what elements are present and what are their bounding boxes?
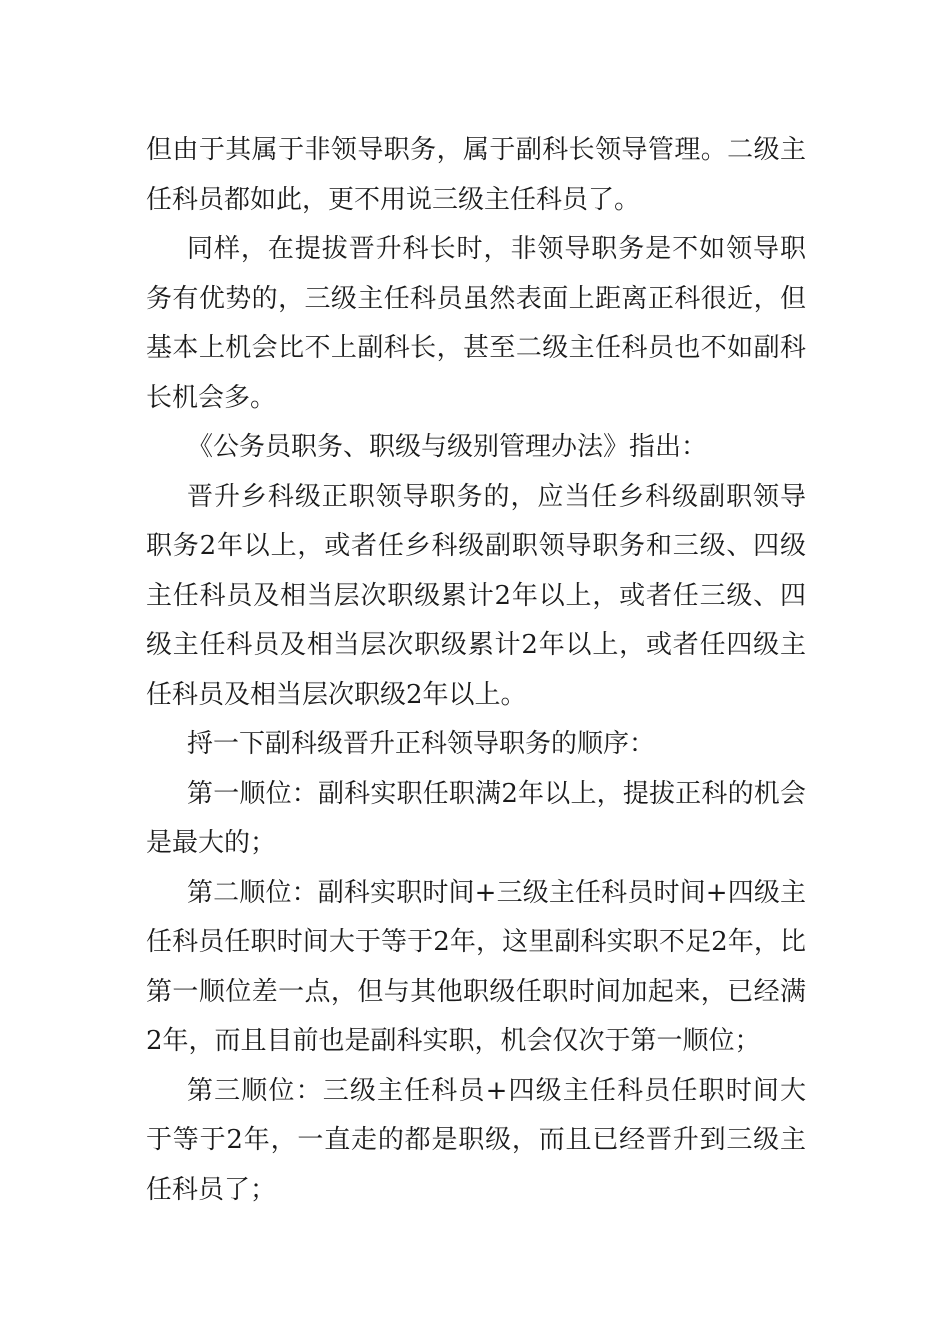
paragraph-second-priority: 第二顺位：副科实职时间+三级主任科员时间+四级主任科员任职时间大于等于2年，这里副科实职不足2年，比第一顺位差一点，但与其他职级任职时间加起来，已经满2年，而且目前也是副科实职，机会仅次于第一顺位； (146, 877, 806, 1056)
paragraph-third-priority: 第三顺位：三级主任科员+四级主任科员任职时间大于等于2年，一直走的都是职级，而且已经晋升到三级主任科员了； (146, 1075, 806, 1205)
paragraph-order-intro: 捋一下副科级晋升正科领导职务的顺序： (187, 729, 656, 759)
paragraph-promotion-comparison: 同样，在提拔晋升科长时，非领导职务是不如领导职务有优势的，三级主任科员虽然表面上距离正科很近，但基本上机会比不上副科长，甚至二级主任科员也不如副科长机会多。 (146, 234, 806, 413)
paragraph-regulation-title: 《公务员职务、职级与级别管理办法》指出： (187, 432, 708, 462)
document-body (146, 126, 806, 1215)
paragraph-first-priority: 第一顺位：副科实职任职满2年以上，提拔正科的机会是最大的； (146, 778, 806, 858)
paragraph-regulation-quote: 晋升乡科级正职领导职务的，应当任乡科级副职领导职务2年以上，或者任乡科级副职领导职务和三级、四级主任科员及相当层次职级累计2年以上，或者任三级、四级主任科员及相当层次职级累计2年以上，或者任四级主任科员及相当层次职级2年以上。 (146, 481, 806, 710)
paragraph-continuation: 但由于其属于非领导职务，属于副科长领导管理。二级主任科员都如此，更不用说三级主任科员了。 (146, 135, 806, 215)
